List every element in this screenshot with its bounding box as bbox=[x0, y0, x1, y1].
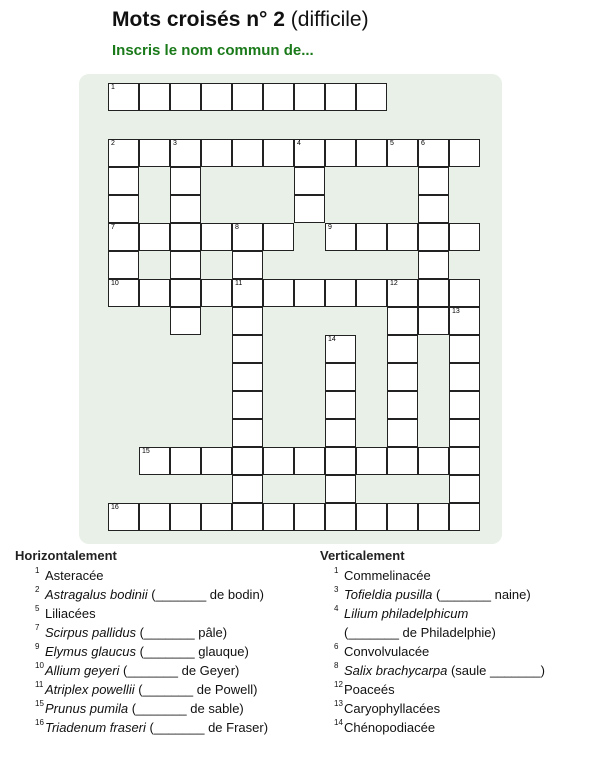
grid-cell[interactable] bbox=[108, 503, 139, 531]
grid-cell[interactable] bbox=[418, 307, 449, 335]
clue-text: Caryophyllacées bbox=[344, 701, 441, 716]
clue-number: 5 bbox=[35, 604, 40, 613]
clue-text: (_______ glauque) bbox=[136, 644, 249, 659]
crossword-board bbox=[79, 74, 502, 544]
clue-species: Atriplex powellii bbox=[45, 682, 135, 697]
grid-cell[interactable] bbox=[449, 335, 480, 363]
grid-cell[interactable] bbox=[170, 447, 201, 475]
grid-cell[interactable] bbox=[170, 251, 201, 279]
grid-cell[interactable] bbox=[387, 139, 418, 167]
cell-number: 10 bbox=[111, 280, 119, 287]
grid-cell[interactable] bbox=[387, 391, 418, 419]
clue-item bbox=[320, 585, 545, 604]
clue-text: Asteracée bbox=[45, 568, 104, 583]
grid-cell[interactable] bbox=[201, 223, 232, 251]
grid-cell[interactable] bbox=[356, 279, 387, 307]
grid-cell[interactable] bbox=[356, 503, 387, 531]
cell-number: 3 bbox=[173, 140, 177, 147]
grid-cell[interactable] bbox=[170, 195, 201, 223]
clue-number: 9 bbox=[35, 642, 40, 651]
grid-cell[interactable] bbox=[418, 223, 449, 251]
cell-number: 4 bbox=[297, 140, 301, 147]
grid-cell[interactable] bbox=[449, 419, 480, 447]
clue-species: Allium geyeri bbox=[45, 663, 120, 678]
clue-item bbox=[15, 623, 268, 642]
clue-text: (_______ naine) bbox=[432, 587, 531, 602]
grid-cell[interactable] bbox=[418, 139, 449, 167]
clue-item bbox=[15, 642, 268, 661]
grid-cell[interactable] bbox=[418, 279, 449, 307]
grid-cell[interactable] bbox=[232, 335, 263, 363]
grid-cell[interactable] bbox=[325, 503, 356, 531]
clue-item bbox=[15, 699, 268, 718]
grid-cell[interactable] bbox=[325, 475, 356, 503]
clue-item bbox=[15, 604, 268, 623]
clue-species: Tofieldia pusilla bbox=[344, 587, 433, 602]
clue-text: Commelinacée bbox=[344, 568, 431, 583]
clue-text: (_______ de Powell) bbox=[134, 682, 258, 697]
clue-number: 3 bbox=[334, 585, 339, 594]
grid-cell[interactable] bbox=[325, 139, 356, 167]
grid-cell[interactable] bbox=[387, 279, 418, 307]
grid-cell[interactable] bbox=[139, 223, 170, 251]
grid-cell[interactable] bbox=[201, 83, 232, 111]
grid-cell[interactable] bbox=[325, 363, 356, 391]
grid-cell[interactable] bbox=[356, 139, 387, 167]
cell-number: 16 bbox=[111, 504, 119, 511]
grid-cell[interactable] bbox=[170, 83, 201, 111]
grid-cell[interactable] bbox=[232, 251, 263, 279]
clue-number: 13 bbox=[334, 699, 343, 708]
clue-item bbox=[15, 566, 268, 585]
grid-cell[interactable] bbox=[418, 195, 449, 223]
vertical-clue-list bbox=[320, 566, 545, 737]
grid-cell[interactable] bbox=[232, 475, 263, 503]
grid-cell[interactable] bbox=[232, 419, 263, 447]
grid-cell[interactable] bbox=[170, 223, 201, 251]
clue-item bbox=[15, 661, 268, 680]
grid-cell[interactable] bbox=[294, 503, 325, 531]
grid-cell[interactable] bbox=[263, 279, 294, 307]
clue-item bbox=[15, 718, 268, 737]
grid-cell[interactable] bbox=[232, 83, 263, 111]
grid-cell[interactable] bbox=[325, 391, 356, 419]
clue-species: Triadenum fraseri bbox=[45, 720, 146, 735]
clue-number: 4 bbox=[334, 604, 339, 613]
vertical-clues bbox=[320, 548, 545, 737]
grid-cell[interactable] bbox=[449, 223, 480, 251]
grid-cell[interactable] bbox=[387, 223, 418, 251]
horizontal-clues bbox=[15, 548, 268, 737]
cell-number: 9 bbox=[328, 224, 332, 231]
grid-cell[interactable] bbox=[263, 447, 294, 475]
clue-item bbox=[320, 642, 545, 661]
cell-number: 5 bbox=[390, 140, 394, 147]
title-main: Mots croisés n° 2 bbox=[112, 8, 285, 31]
clue-number: 1 bbox=[35, 566, 40, 575]
grid-cell[interactable] bbox=[108, 195, 139, 223]
grid-cell[interactable] bbox=[294, 195, 325, 223]
grid-cell[interactable] bbox=[232, 139, 263, 167]
clue-item bbox=[320, 718, 545, 737]
grid-cell[interactable] bbox=[449, 139, 480, 167]
grid-cell[interactable] bbox=[418, 251, 449, 279]
clue-species: Salix brachycarpa bbox=[344, 663, 448, 678]
grid-cell[interactable] bbox=[139, 83, 170, 111]
grid-cell[interactable] bbox=[170, 167, 201, 195]
grid-cell[interactable] bbox=[449, 503, 480, 531]
clue-number: 16 bbox=[35, 718, 44, 727]
grid-cell[interactable] bbox=[201, 503, 232, 531]
grid-cell[interactable] bbox=[263, 139, 294, 167]
clue-number: 12 bbox=[334, 680, 343, 689]
grid-cell[interactable] bbox=[108, 167, 139, 195]
grid-cell[interactable] bbox=[108, 251, 139, 279]
title-difficulty: (difficile) bbox=[290, 8, 369, 31]
grid-cell[interactable] bbox=[325, 335, 356, 363]
clue-text: (_______ de Philadelphie) bbox=[344, 625, 496, 640]
horizontal-clue-list bbox=[15, 566, 268, 737]
clue-number: 10 bbox=[35, 661, 44, 670]
clue-item bbox=[320, 623, 545, 642]
grid-cell[interactable] bbox=[418, 503, 449, 531]
clue-item bbox=[15, 585, 268, 604]
grid-cell[interactable] bbox=[418, 447, 449, 475]
grid-cell[interactable] bbox=[356, 83, 387, 111]
grid-cell[interactable] bbox=[387, 307, 418, 335]
clue-number: 7 bbox=[35, 623, 40, 632]
grid-cell[interactable] bbox=[108, 139, 139, 167]
clue-text: Chénopodiacée bbox=[344, 720, 436, 735]
grid-cell[interactable] bbox=[170, 139, 201, 167]
clue-species: Scirpus pallidus bbox=[45, 625, 137, 640]
grid-cell[interactable] bbox=[294, 83, 325, 111]
grid-cell[interactable] bbox=[108, 223, 139, 251]
grid-cell[interactable] bbox=[170, 503, 201, 531]
clue-item bbox=[320, 566, 545, 585]
clue-number: 2 bbox=[35, 585, 40, 594]
cell-number: 6 bbox=[421, 140, 425, 147]
vertical-heading: Verticalement bbox=[320, 548, 405, 563]
cell-number: 2 bbox=[111, 140, 115, 147]
cell-number: 13 bbox=[452, 308, 460, 315]
clue-number: 15 bbox=[35, 699, 44, 708]
grid-cell[interactable] bbox=[201, 139, 232, 167]
grid-cell[interactable] bbox=[263, 223, 294, 251]
clue-species: Prunus pumila bbox=[45, 701, 129, 716]
clue-item bbox=[15, 680, 268, 699]
grid-cell[interactable] bbox=[418, 167, 449, 195]
grid-cell[interactable] bbox=[139, 447, 170, 475]
grid-cell[interactable] bbox=[325, 279, 356, 307]
clue-text: Liliacées bbox=[45, 606, 96, 621]
grid-cell[interactable] bbox=[325, 83, 356, 111]
grid-cell[interactable] bbox=[449, 475, 480, 503]
grid-cell[interactable] bbox=[232, 447, 263, 475]
clue-number: 11 bbox=[35, 680, 44, 689]
grid-cell[interactable] bbox=[449, 391, 480, 419]
grid-cell[interactable] bbox=[356, 223, 387, 251]
clue-text: (_______ de Geyer) bbox=[119, 663, 240, 678]
clue-item bbox=[320, 661, 545, 680]
grid-cell[interactable] bbox=[139, 503, 170, 531]
clue-number: 8 bbox=[334, 661, 339, 670]
page-title bbox=[112, 8, 369, 32]
grid-cell[interactable] bbox=[294, 167, 325, 195]
grid-cell[interactable] bbox=[232, 391, 263, 419]
grid-cell[interactable] bbox=[232, 279, 263, 307]
clue-species: Elymus glaucus bbox=[45, 644, 137, 659]
grid-cell[interactable] bbox=[201, 447, 232, 475]
grid-cell[interactable] bbox=[325, 223, 356, 251]
grid-cell[interactable] bbox=[294, 279, 325, 307]
clue-number: 14 bbox=[334, 718, 343, 727]
grid-cell[interactable] bbox=[170, 307, 201, 335]
grid-cell[interactable] bbox=[263, 503, 294, 531]
clue-species: Astragalus bodinii bbox=[45, 587, 148, 602]
cell-number: 1 bbox=[111, 84, 115, 91]
grid-cell[interactable] bbox=[139, 139, 170, 167]
grid-cell[interactable] bbox=[325, 447, 356, 475]
cell-number: 15 bbox=[142, 448, 150, 455]
cell-number: 11 bbox=[235, 280, 243, 287]
cell-number: 7 bbox=[111, 224, 115, 231]
grid-cell[interactable] bbox=[387, 447, 418, 475]
grid-cell[interactable] bbox=[232, 307, 263, 335]
grid-cell[interactable] bbox=[232, 223, 263, 251]
grid-cell[interactable] bbox=[201, 279, 232, 307]
grid-cell[interactable] bbox=[108, 83, 139, 111]
grid-cell[interactable] bbox=[139, 279, 170, 307]
clue-text: (_______ pâle) bbox=[136, 625, 228, 640]
grid-cell[interactable] bbox=[449, 307, 480, 335]
horizontal-heading: Horizontalement bbox=[15, 548, 117, 563]
grid-cell[interactable] bbox=[170, 279, 201, 307]
cell-number: 14 bbox=[328, 336, 336, 343]
grid-cell[interactable] bbox=[387, 503, 418, 531]
grid-cell[interactable] bbox=[387, 363, 418, 391]
clue-item bbox=[320, 699, 545, 718]
grid-cell[interactable] bbox=[387, 419, 418, 447]
grid-cell[interactable] bbox=[108, 279, 139, 307]
cell-number: 12 bbox=[390, 280, 398, 287]
clue-number: 6 bbox=[334, 642, 339, 651]
clue-number: 1 bbox=[334, 566, 339, 575]
clue-text: (_______ de Fraser) bbox=[145, 720, 269, 735]
cell-number: 8 bbox=[235, 224, 239, 231]
clue-text: (saule _______) bbox=[447, 663, 545, 678]
grid-cell[interactable] bbox=[294, 139, 325, 167]
clue-item bbox=[320, 680, 545, 699]
grid-cell[interactable] bbox=[449, 363, 480, 391]
clue-species: Lilium philadelphicum bbox=[344, 606, 469, 621]
clue-text: Convolvulacée bbox=[344, 644, 430, 659]
grid-cell[interactable] bbox=[294, 447, 325, 475]
grid-cell[interactable] bbox=[232, 363, 263, 391]
clue-text: (_______ de sable) bbox=[128, 701, 244, 716]
grid-cell[interactable] bbox=[449, 447, 480, 475]
grid-cell[interactable] bbox=[325, 419, 356, 447]
clue-text: (_______ de bodin) bbox=[147, 587, 264, 602]
clue-item bbox=[320, 604, 545, 623]
instruction-subtitle: Inscris le nom commun de... bbox=[112, 42, 314, 59]
clue-text: Poaceés bbox=[344, 682, 395, 697]
grid-cell[interactable] bbox=[387, 335, 418, 363]
grid-cell[interactable] bbox=[263, 83, 294, 111]
grid-cell[interactable] bbox=[449, 279, 480, 307]
grid-cell[interactable] bbox=[356, 447, 387, 475]
grid-cell[interactable] bbox=[232, 503, 263, 531]
